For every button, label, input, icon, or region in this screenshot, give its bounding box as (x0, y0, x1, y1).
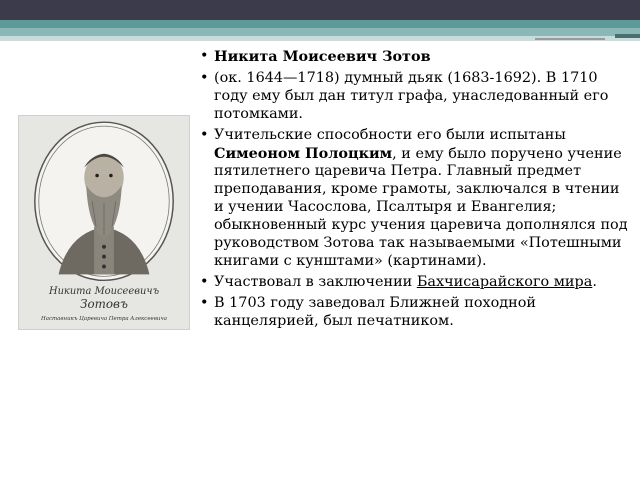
bullet-treaty (198, 274, 628, 292)
treaty-text-post: . (592, 273, 597, 290)
header-band-light (0, 28, 640, 36)
teaching-text-pre: Учительские способности его были испытаны (214, 126, 566, 143)
bullet-dates (198, 70, 628, 124)
portrait-caption-line3: Наставникъ Царевича Петра Алексеевича (41, 315, 167, 322)
portrait-caption-line2: Зотовъ (80, 296, 128, 311)
text-content (198, 48, 628, 334)
person-name: Никита Моисеевич Зотов (214, 48, 431, 65)
bullet-chancery (198, 295, 628, 331)
bullet-name (198, 48, 628, 67)
header-rule (535, 38, 605, 40)
portrait-drawing (19, 116, 189, 329)
title-bar (0, 0, 640, 20)
teaching-text-post: , и ему было поручено учение пятилетнего царевича Петра. Главный предмет преподавания, кроме грамоты, заключался в чтении и учении Часослова, Псалтыря и Евангелия; обыкновенный курс учения царевича дополнялся под руководством Зотова так называемыми «Потешными книгами с кунштами» (картинами). (214, 145, 628, 269)
header-band-teal (0, 20, 640, 28)
portrait-caption-line1: Никита Моисеевичъ (48, 286, 160, 298)
dates-text: (ок. 1644—1718) думный дьяк (1683-1692). В 1710 году ему был дан титул графа, унаследованный его потомками. (214, 69, 609, 122)
teacher-name: Симеоном Полоцким (214, 144, 393, 162)
treaty-link[interactable]: Бахчисарайского мира (416, 273, 593, 290)
chancery-text: В 1703 году заведовал Ближней походной канцелярией, был печатником. (214, 294, 536, 329)
bullet-list (198, 48, 628, 331)
header-accent (615, 34, 640, 38)
portrait-engraving (18, 115, 190, 330)
bullet-teaching (198, 127, 628, 271)
treaty-text-pre: Участвовал в заключении (214, 273, 417, 290)
